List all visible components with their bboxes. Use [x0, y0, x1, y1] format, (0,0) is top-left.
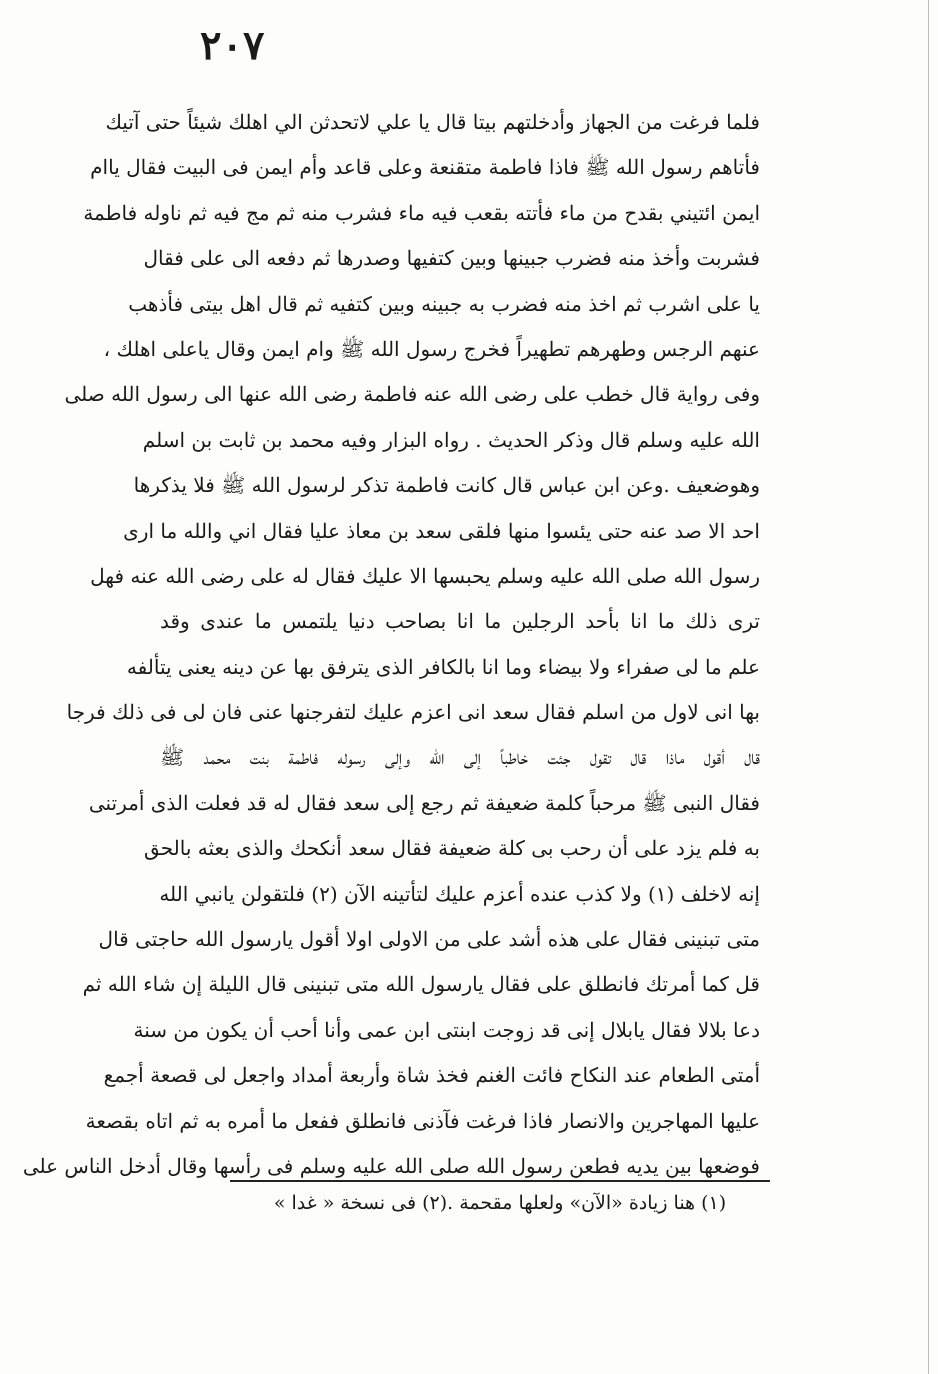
page-number: ٢٠٧	[200, 22, 265, 69]
text-line: متى تبنينى فقال على هذه أشد على من الاولى اولا أقول يارسول الله حاجتى قال	[98, 927, 760, 952]
body-text	[22, 100, 760, 1189]
text-line: بها انى لاول من اسلم فقال سعد انى اعزم عليك لتفرجنها عنى فان لى فى ذلك فرجا	[66, 700, 760, 725]
text-line: عنهم الرجس وطهرهم تطهيراً فخرج رسول الله ﷺ وام ايمن وقال ياعلى اهلك ،	[103, 336, 760, 361]
text-line: ايمن ائتيني بقدح من ماء فأتته بقعب فيه ماء فشرب منه ثم مج فيه ثم ناوله فاطمة	[83, 200, 760, 225]
text-line: ترى ذلك ما انا بأحد الرجلين ما انا بصاحب دنيا يلتمس ما عندى وقد	[160, 609, 760, 634]
text-line: يا على اشرب ثم اخذ منه فضرب به جبينه وبين كتفيه ثم قال اهل بيتى فأذهب	[128, 291, 760, 316]
text-line: وهوضعيف .وعن ابن عباس قال كانت فاطمة تذكر لرسول الله ﷺ فلا يذكرها	[133, 473, 760, 498]
text-line: قل كما أمرتك فانطلق على فقال يارسول الله متى تبنينى قال الليلة إن شاء الله ثم	[82, 972, 760, 997]
text-line: دعا بلالا فقال يابلال إنى قد زوجت ابنتى ابن عمى وأنا أحب أن يكون من سنة	[133, 1017, 760, 1042]
footnote-divider	[230, 1180, 770, 1182]
text-line: فلما فرغت من الجهاز وأدخلتهم بيتا قال يا علي لاتحدثن الي اهلك شيئاً حتى آتيك	[105, 110, 760, 134]
text-line: به فلم يزد على أن رحب بى كلة ضعيفة فقال سعد أنكحك والذى بعثه بالحق	[144, 836, 760, 861]
page-edge-line	[928, 0, 929, 1374]
footnote: (١) هنا زيادة «الآن» ولعلها مقحمة .(٢) فى نسخة « غدا »	[273, 1192, 727, 1214]
text-line: إنه لاخلف (١) ولا كذب عنده أعزم عليك لتأتينه الآن (٢) فلتقولن يانبي الله	[159, 881, 760, 906]
text-line: أمتى الطعام عند النكاح فائت الغنم فخذ شاة وأربعة أمداد واجعل لى قصعة أجمع	[103, 1063, 760, 1088]
text-line: احد الا صد عنه حتى يئسوا منها فلقى سعد بن معاذ عليا فقال اني والله ما ارى	[123, 518, 760, 543]
text-line: الله عليه وسلم قال وذكر الحديث . رواه البزار وفيه محمد بن ثابت بن اسلم	[142, 427, 760, 452]
text-line: رسول الله صلى الله عليه وسلم يحبسها الا عليك فقال له على رضى الله عنه فهل	[90, 563, 760, 588]
text-line: عليها المهاجرين والانصار فاذا فرغت فآذنى فانطلق ففعل ما أمره به ثم اتاه بقصعة	[85, 1108, 760, 1133]
text-line: فشربت وأخذ منه فضرب جبينها وبين كتفيها وصدرها ثم دفعه الى على فقال	[143, 246, 760, 271]
text-line: قال أقول ماذا قال تقول جئت خاطباً إلى الله وإلى رسوله فاطمة بنت محمد ﷺ	[160, 745, 760, 770]
text-line: فقال النبى ﷺ مرحباً كلمة ضعيفة ثم رجع إلى سعد فقال له قد فعلت الذى أمرتنى	[88, 790, 760, 815]
text-line: فأتاهم رسول الله ﷺ فاذا فاطمة متقنعة وعلى قاعد وأم ايمن فى البيت فقال ياام	[90, 155, 760, 180]
text-line: فوضعها بين يديه فطعن رسول الله صلى الله عليه وسلم فى رأسها وقال أدخل الناس على	[22, 1153, 760, 1178]
text-line: علم ما لى صفراء ولا بيضاء وما انا بالكافر الذى يترفق بها عن دينه يعنى يتألفه	[126, 654, 760, 679]
text-line: وفى رواية قال خطب على رضى الله عنه فاطمة رضى الله عنها الى رسول الله صلى	[64, 382, 760, 407]
